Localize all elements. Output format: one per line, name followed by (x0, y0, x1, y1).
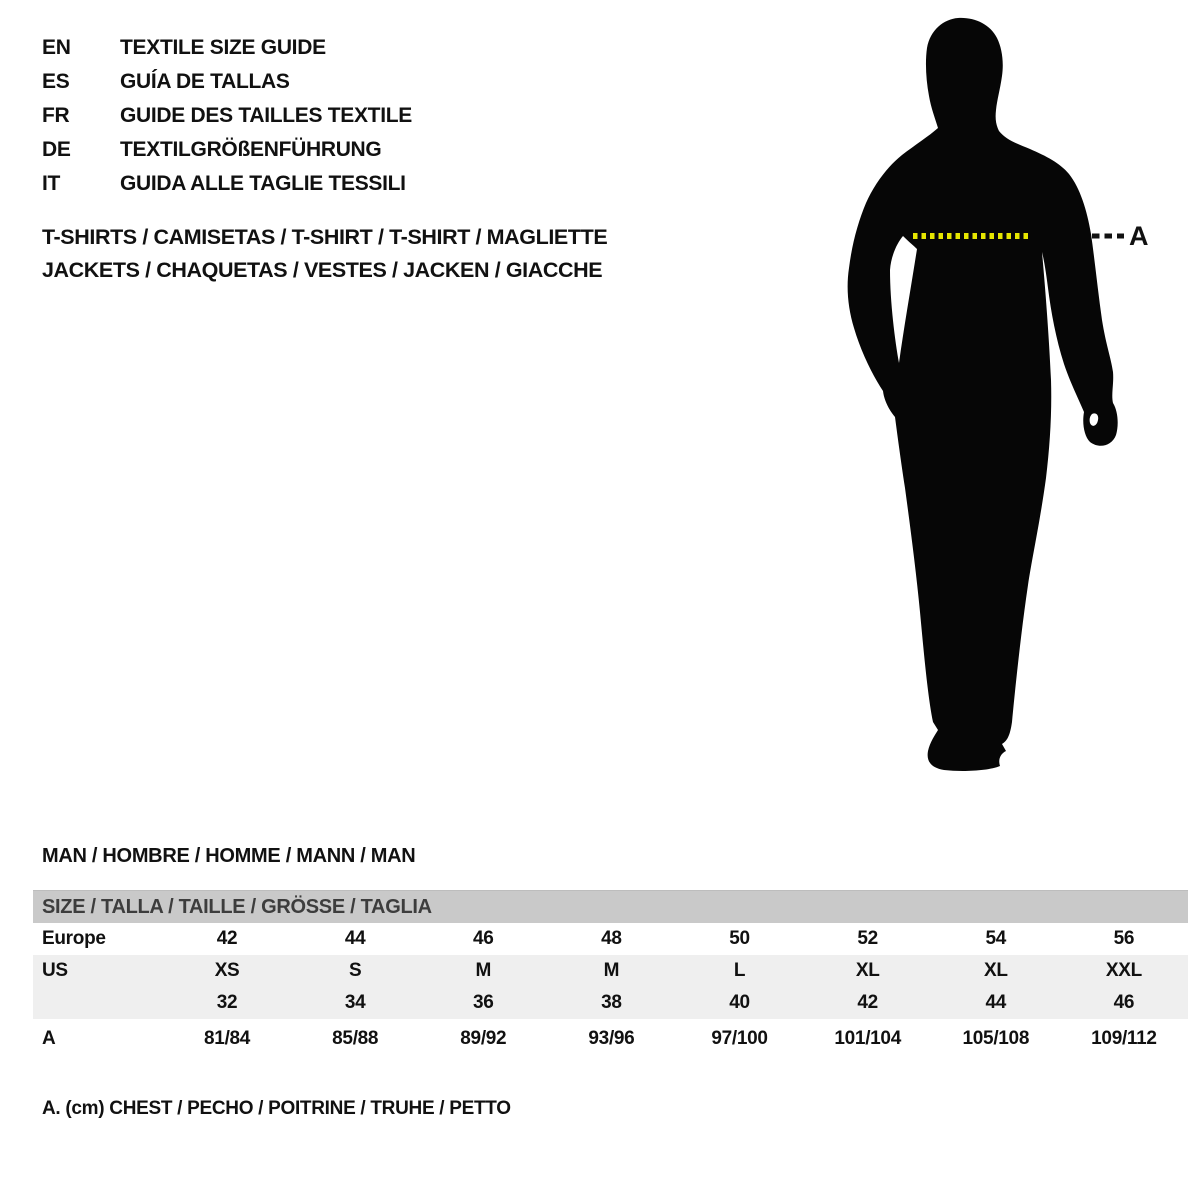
table-cell: XL (983, 960, 1008, 981)
category-line-jackets: JACKETS / CHAQUETAS / VESTES / JACKEN / GIACCHE (42, 258, 603, 282)
language-code: IT (42, 172, 61, 195)
table-cell: 89/92 (460, 1028, 507, 1049)
man-silhouette-figure (820, 10, 1150, 785)
table-cell: 81/84 (204, 1028, 251, 1049)
table-cell: 40 (729, 992, 750, 1013)
table-cell: 36 (473, 992, 494, 1013)
table-cell: 46 (1113, 992, 1135, 1013)
table-cell: 105/108 (962, 1028, 1030, 1049)
language-row (42, 99, 412, 133)
table-cell: 32 (216, 992, 238, 1013)
table-cell: 48 (601, 928, 622, 949)
table-cell: 54 (985, 928, 1007, 949)
table-cell: 46 (473, 928, 494, 949)
table-cell: 50 (729, 928, 750, 949)
size-table-header: SIZE / TALLA / TAILLE / GRÖSSE / TAGLIA (33, 890, 1188, 923)
section-title: MAN / HOMBRE / HOMME / MANN / MAN (42, 845, 416, 867)
table-cell: 52 (857, 928, 878, 949)
table-row-numeric (33, 987, 1188, 1019)
language-title: TEXTILGRÖßENFÜHRUNG (120, 138, 382, 161)
table-cell: XL (855, 960, 880, 981)
table-cell: 44 (344, 928, 366, 949)
table-cell: M (475, 960, 492, 981)
language-title: GUIDA ALLE TAGLIE TESSILI (120, 172, 406, 195)
table-cell: L (733, 960, 746, 981)
language-title: TEXTILE SIZE GUIDE (120, 36, 326, 59)
language-row (42, 65, 412, 99)
language-title: GUÍA DE TALLAS (120, 70, 290, 93)
table-cell: 38 (601, 992, 622, 1013)
measure-label-a: A (1129, 221, 1149, 251)
language-title: GUIDE DES TAILLES TEXTILE (120, 104, 412, 127)
man-silhouette (848, 18, 1118, 771)
table-cell: S (349, 960, 362, 981)
table-cell: 85/88 (332, 1028, 379, 1049)
row-label: A (42, 1028, 56, 1049)
table-cell: 97/100 (711, 1028, 768, 1049)
table-cell: 34 (344, 992, 366, 1013)
table-cell: M (603, 960, 620, 981)
table-cell: 44 (985, 992, 1007, 1013)
table-cell: XXL (1105, 960, 1142, 981)
table-cell: 42 (216, 928, 238, 949)
language-row (42, 31, 412, 65)
language-row (42, 133, 412, 167)
language-list (42, 31, 412, 201)
table-row-us (33, 955, 1188, 987)
language-code: ES (42, 70, 70, 93)
row-label: US (42, 960, 68, 981)
table-cell: 93/96 (588, 1028, 635, 1049)
row-label: Europe (42, 928, 106, 949)
table-cell: XS (214, 960, 240, 981)
language-code: DE (42, 138, 71, 161)
table-cell: 109/112 (1091, 1028, 1157, 1049)
table-row-chest (33, 1023, 1188, 1055)
table-row-europe (33, 923, 1188, 955)
language-code: EN (42, 36, 71, 59)
category-line-tshirts: T-SHIRTS / CAMISETAS / T-SHIRT / T-SHIRT / MAGLIETTE (42, 225, 608, 249)
language-code: FR (42, 104, 70, 127)
category-list (42, 221, 607, 287)
table-cell: 101/104 (834, 1028, 901, 1049)
table-cell: 42 (857, 992, 878, 1013)
table-cell: 56 (1113, 928, 1135, 949)
size-table (33, 890, 1188, 1055)
language-row (42, 167, 412, 201)
row-label (33, 987, 163, 1019)
measurement-footnote: A. (cm) CHEST / PECHO / POITRINE / TRUHE / PETTO (42, 1098, 511, 1119)
